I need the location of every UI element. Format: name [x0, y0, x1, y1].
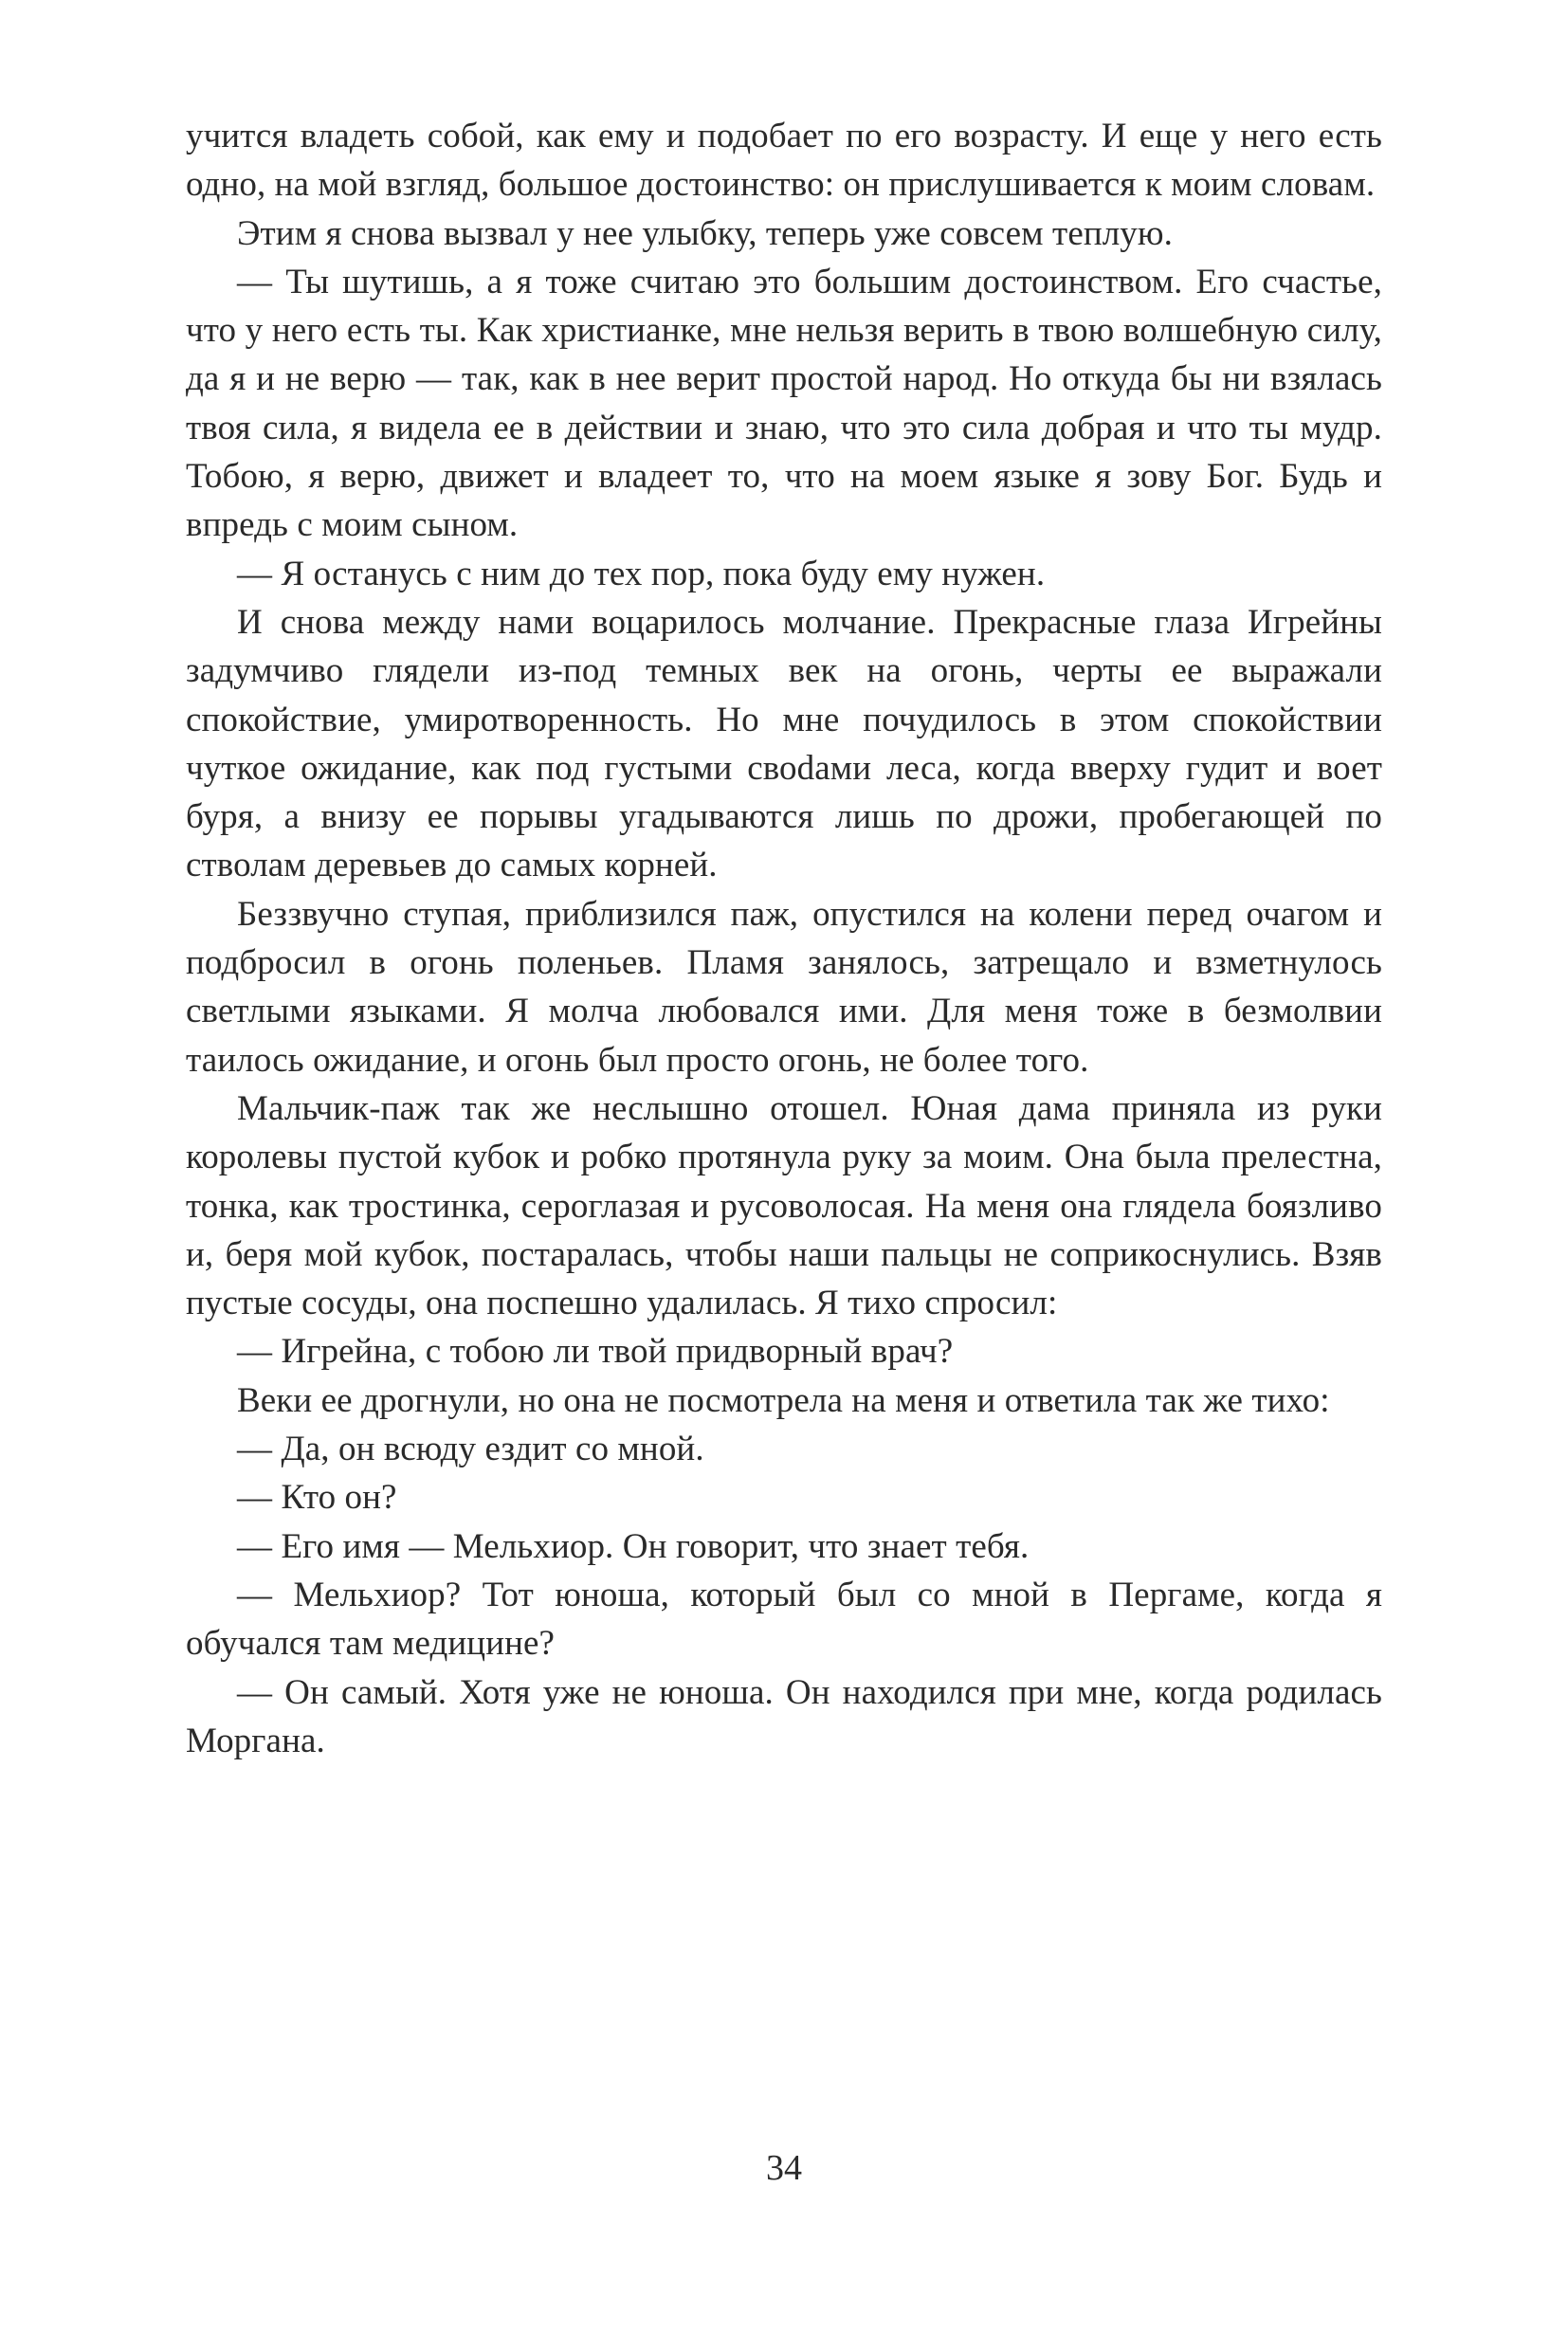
- paragraph-13: — Мельхиор? Тот юноша, который был со мной в Пергаме, когда я обучался там медицине?: [186, 1575, 1382, 1664]
- paragraph-10: — Да, он всюду ездит со мной.: [237, 1430, 704, 1469]
- page-number: 34: [766, 2148, 802, 2188]
- paragraph-2: Этим я снова вызвал у нее улыбку, теперь уже совсем теплую.: [237, 213, 1173, 253]
- paragraph-3: — Ты шутишь, а я тоже считаю это большим достоинством. Его счастье, что у него есть ты. Как христианке, мне нельзя верить в твою волшебную силу, да я и не верю — так, как в нее верит простой народ. Но откуда бы ни взялась твоя сила, я видела ее в действии и знаю, что это сила добрая и что ты мудр. Тобою, я верю, движет и владеет то, что на моем языке я зову Бог. Будь и впредь с моим сыном.: [186, 262, 1382, 545]
- paragraph-12: — Его имя — Мельхиор. Он говорит, что знает тебя.: [237, 1526, 1030, 1566]
- paragraph-5: И снова между нами воцарилось молчание. Прекрасные глаза Игрейны задумчиво глядели из-под темных век на огонь, черты ее выражали спокойствие, умиротворенность. Но мне почудилось в этом спокойствии чуткое ожидание, как под густыми своdами леса, когда вверху гудит и воет буря, а внизу ее порывы угадываются лишь по дрожи, пробегающей по стволам деревьев до самых корней.: [186, 602, 1382, 885]
- paragraph-7: Мальчик-паж так же неслышно отошел. Юная дама приняла из руки королевы пустой кубок и робко протянула руку за моим. Она была прелестна, тонка, как тростинка, сероглазая и русоволосая. На меня она глядела боязливо и, беря мой кубок, постаралась, чтобы наши пальцы не соприкоснулись. Взяв пустые сосуды, она поспешно удалилась. Я тихо спросил:: [186, 1088, 1382, 1323]
- paragraph-1: учится владеть собой, как ему и подобает по его возрасту. И еще у него есть одно, на мой взгляд, большое достоинство: он прислушивается к моим словам.: [186, 117, 1382, 205]
- paragraph-9: Веки ее дрогнули, но она не посмотрела на меня и ответила так же тихо:: [237, 1380, 1330, 1420]
- paragraph-6: Беззвучно ступая, приблизился паж, опустился на колени перед очагом и подбросил в огонь поленьев. Пламя занялось, затрещало и взметнулось светлыми языками. Я молча любовался ими. Для меня тоже в безмолвии таилось ожидание, и огонь был просто огонь, не более того.: [186, 894, 1382, 1080]
- paragraph-11: — Кто он?: [237, 1478, 397, 1518]
- paragraph-4: — Я останусь с ним до тех пор, пока буду ему нужен.: [237, 554, 1046, 593]
- book-page: [186, 112, 1382, 1765]
- body-text: [186, 112, 1382, 1765]
- paragraph-14: — Он самый. Хотя уже не юноша. Он находился при мне, когда родилась Моргана.: [186, 1672, 1382, 1760]
- paragraph-8: — Игрейна, с тобою ли твой придворный врач?: [237, 1332, 954, 1372]
